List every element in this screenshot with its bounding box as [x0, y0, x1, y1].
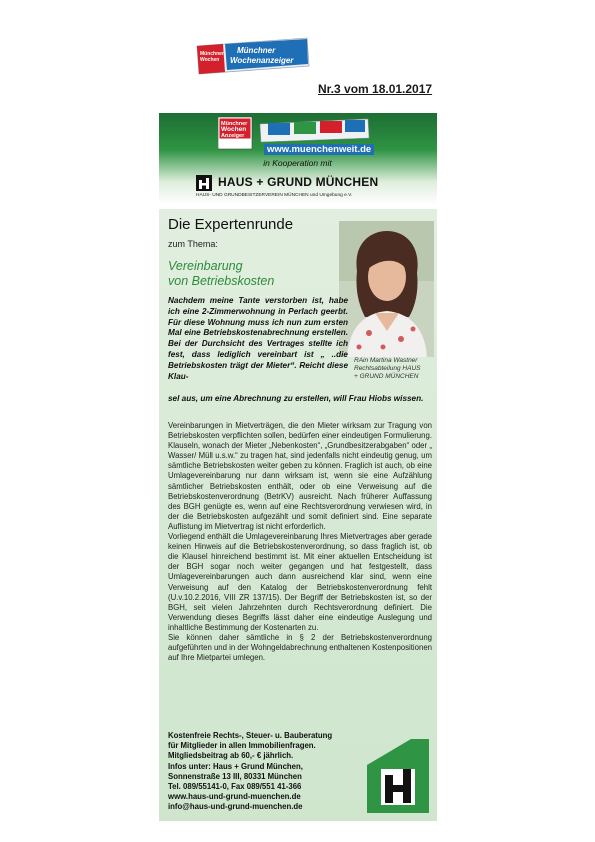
topic-label: zum Thema: [168, 239, 218, 249]
photo-caption [354, 357, 434, 381]
haus-grund-icon [196, 175, 212, 191]
svg-text:Münchner: Münchner [200, 51, 224, 57]
footer-email[interactable]: info@haus-und-grund-muenchen.de [168, 802, 303, 812]
top-logo-line2: Wochenanzeiger [230, 56, 294, 65]
footer-line2: für Mitglieder in allen Immobilienfragen. [168, 741, 316, 751]
article-title [168, 259, 338, 289]
partner-name: HAUS + GRUND MÜNCHEN [218, 175, 379, 189]
caption-line3: + GRUND MÜNCHEN [354, 373, 419, 380]
caption-line2: Rechtsabteilung HAUS [354, 365, 421, 372]
reader-question: Nachdem meine Tante verstorben ist, habe ich eine 2-Zimmerwohnung in Perlach geerbt. Für diese Wohnung muss ich nun zum ersten Mal eine Betriebskostenabrechnung erstellen. Bei der Durchsicht des Vertrages stellte ich fest, dass lediglich vereinbart ist „ ..die Betriebskosten trägt der Mieter“. Reicht diese Klau- [168, 296, 348, 381]
footer-line5: Sonnenstraße 13 III, 80331 München [168, 771, 302, 781]
issue-date: Nr.3 vom 18.01.2017 [318, 82, 433, 96]
expert-portrait [339, 221, 434, 357]
caption-line1: RAin Martina Wastner [354, 357, 418, 364]
header-logo-line1: Münchner [221, 121, 248, 127]
header-logo-line2: Wochen [221, 126, 247, 133]
footer-line4: Infos unter: Haus + Grund München, [168, 761, 303, 771]
contact-info [168, 731, 358, 813]
cooperation-label: in Kooperation mit [263, 158, 332, 168]
website-url[interactable]: www.muenchenweit.de [264, 144, 374, 155]
muenchner-wochenanzeiger-logo [193, 36, 313, 76]
haus-grund-logo [367, 739, 429, 813]
footer-phone: Tel. 089/55141-0, Fax 089/551 41-366 [168, 782, 302, 792]
article-title-line1: Vereinbarung [168, 259, 243, 273]
footer-website[interactable]: www.haus-und-grund-muenchen.de [168, 792, 301, 802]
top-logo-line1: Münchner [237, 46, 276, 55]
page-title: Die Expertenrunde [168, 216, 294, 233]
paragraph-1: Vereinbarungen in Mietverträgen, die den Mieter wirksam zur Tragung von Betriebskosten verpflichten sollen, bedürfen einer eindeutigen Formulierung. Klauseln, wonach der Mieter „Nebenkosten“, „Grundbesitzerabgaben“ oder „ Wasser/ Müll u.s.w.“ zu tragen hat, sind jedenfalls nicht eindeutig genug, um sämtliche Betriebskosten weiter geben zu können. Fraglich ist auch, ob eine Umlagevereinbarung nur dann wirksam ist, wenn sie eine Aufzählung sämtlicher Betriebskosten enthält, oder ob eine Verweisung auf die Betriebskostenverordnung (BetrKV) ausreicht. Nach früherer Auffassung des BGH genügte es, wenn auf eine Rechtsverordnung verwiesen wird, in der die Betriebskosten aufgezählt und somit definiert sind. Eine separate Auflistung im Mietvertrag ist nicht erforderlich. [168, 421, 432, 531]
paragraph-3: Sie können daher sämtliche in § 2 der Betriebskostenverordnung aufgeführten und in der Wohngeldabrechnung enthaltenen Kostenpositionen auf Ihre Mietpartei umlegen. [168, 632, 432, 663]
footer-line3: Mitgliedsbeitrag ab 60,- € jährlich. [168, 751, 294, 761]
article-title-line2: von Betriebskosten [168, 274, 275, 288]
paragraph-2: Vorliegend enthält die Umlagevereinbarung Ihres Mietvertrages aber gerade keinen Hinweis auf die Betriebskostenverordnung, so dass fraglich ist, ob die Klausel hinreichend bestimmt ist. Mit einer aktuellen Entscheidung ist der BGH sogar noch weiter gegangen und hat festgestellt, dass Umlagevereinbarungen auch dann ausreichend klar sind, wenn eine Verweisung auf den Katalog der Betriebskostenverordnung fehlt (U.v.10.2.2016, VIII ZR 137/15). Der Begriff der Betriebskosten ist, so der BGH, seit vielen Jahrzehnten durch Rechtsverordnung definiert. Die Verwendung dieses Begriffs lässt daher eine eindeutige Auslegung und inhaltliche Bestimmung der Kostenarten zu. [168, 532, 432, 632]
footer-line1: Kostenfreie Rechts-, Steuer- u. Bauberatung [168, 731, 333, 740]
article-body [168, 421, 432, 663]
svg-text:Wochen: Wochen [200, 57, 220, 63]
header-logo-line3: Anzeiger [221, 133, 245, 139]
partner-subtitle: HAUS- UND GRUNDBESITZERVEREIN MÜNCHEN und Umgebung e.V. [196, 193, 353, 198]
reader-question-end: sel aus, um eine Abrechnung zu erstellen, will Frau Hiobs wissen. [168, 394, 424, 403]
